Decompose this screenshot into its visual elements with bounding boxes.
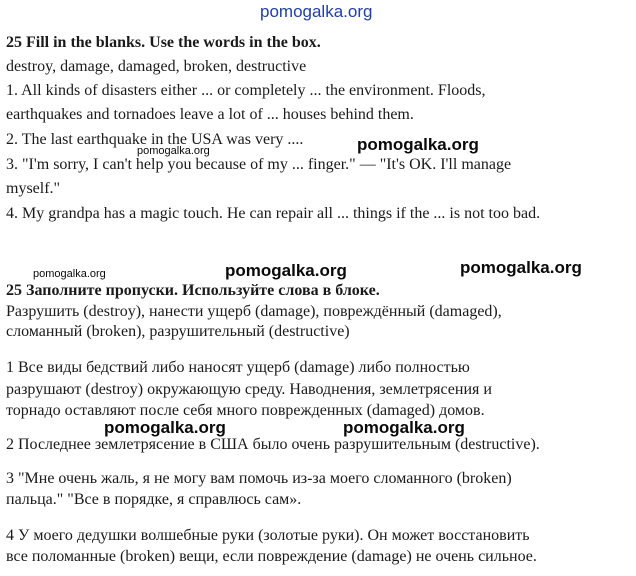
watermark: pomogalka.org — [343, 418, 465, 437]
watermark: pomogalka.org — [33, 268, 106, 280]
word-box-ru: сломанный (broken), разрушительный (destructive) — [6, 323, 350, 340]
answer-line: все поломанные (broken) вещи, если повреждение (damage) не очень сильное. — [6, 548, 537, 565]
exercise-line: 3. "I'm sorry, I can't help you because of my ... finger." — "It's OK. I'll manage — [6, 156, 512, 173]
exercise-line: myself." — [6, 180, 61, 197]
exercise-title-ru: 25 Заполните пропуски. Используйте слова в блоке. — [6, 282, 380, 299]
watermark: pomogalka.org — [357, 135, 479, 154]
exercise-title-en: 25 Fill in the blanks. Use the words in the box. — [6, 34, 321, 51]
exercise-line: earthquakes and tornadoes leave a lot of ... houses behind them. — [6, 106, 414, 123]
word-box-en: destroy, damage, damaged, broken, destructive — [6, 58, 307, 75]
word-box-ru: Разрушить (destroy), нанести ущерб (damage), повреждённый (damaged), — [6, 303, 502, 320]
watermark: pomogalka.org — [460, 258, 582, 277]
answer-line: 1 Все виды бедствий либо наносят ущерб (damage) либо полностью — [6, 359, 470, 376]
exercise-line: 2. The last earthquake in the USA was very .... — [6, 131, 304, 148]
answer-line: торнадо оставляют после себя много поврежденных (damaged) домов. — [6, 402, 485, 419]
answer-line: 2 Последнее землетрясение в США было очень разрушительным (destructive). — [6, 436, 540, 453]
answer-line: пальца." "Все в порядке, я справлюсь сам». — [6, 491, 302, 508]
watermark: pomogalka.org — [104, 418, 226, 437]
exercise-line: 1. All kinds of disasters either ... or completely ... the environment. Floods, — [6, 82, 486, 99]
watermark: pomogalka.org — [225, 261, 347, 280]
answer-line: 3 "Мне очень жаль, я не могу вам помочь из-за моего сломанного (broken) — [6, 470, 512, 487]
watermark: pomogalka.org — [137, 145, 210, 157]
exercise-line: 4. My grandpa has a magic touch. He can repair all ... things if the ... is not too bad. — [6, 205, 541, 222]
answer-line: разрушают (destroy) окружающую среду. Наводнения, землетрясения и — [6, 381, 492, 398]
watermark-top: pomogalka.org — [260, 2, 373, 21]
answer-line: 4 У моего дедушки волшебные руки (золотые руки). Он может восстановить — [6, 527, 530, 544]
